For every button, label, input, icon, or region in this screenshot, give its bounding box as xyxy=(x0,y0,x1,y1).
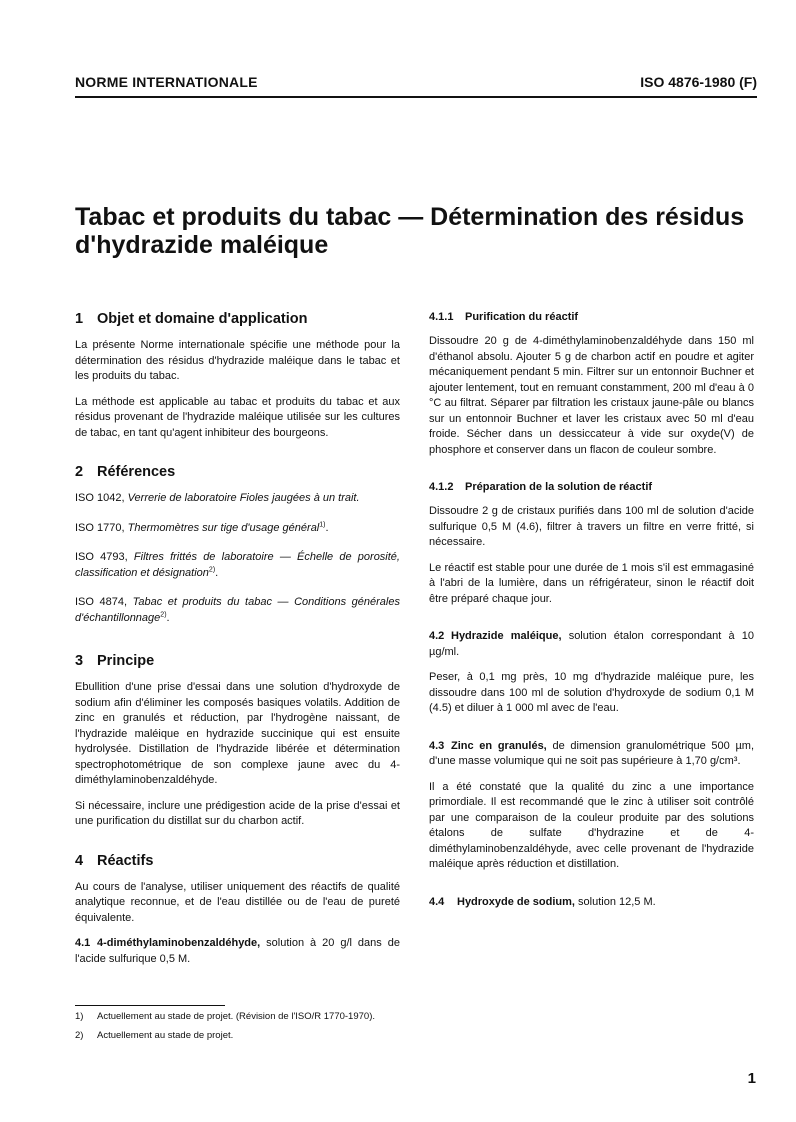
reference-iso-4793: ISO 4793, Filtres frittés de laboratoire — Échelle de porosité, classification et désignation$^{2)}$. xyxy=(75,551,400,579)
section-3-paragraph-1: Ebullition d'une prise d'essai dans une solution d'hydroxyde de sodium afin d'éliminer les composés basiques volatils. Addition de zinc en granulés et réduction, par l'hydrogène naissant, de l'hydrazide maléique en hydrazide succinique qui est ensuite hydrolysée. Distillation de l'hydrazide libérée et détermination spectrophotométrique de son complexe jaune avec du 4-diméthylaminobenzaldéhyde. xyxy=(75,681,400,786)
header-norm-label: NORME INTERNATIONALE xyxy=(75,74,258,90)
section-heading-3: 3 Principe xyxy=(75,653,155,669)
reference-iso-1042: ISO 1042, Verrerie de laboratoire Fioles jaugées à un trait. xyxy=(75,492,360,504)
clause-heading-4-1-2: 4.1.2 Préparation de la solution de réactif xyxy=(429,481,653,493)
clause-4-2-paragraph-2: Peser, à 0,1 mg près, 10 mg d'hydrazide maléique pure, les dissoudre dans 100 ml de solution d'hydroxyde de sodium 0,1 M (4.5) et diluer à 1 000 ml avec de l'eau. xyxy=(429,671,754,714)
footnote-2: 2) Actuellement au stade de projet. xyxy=(75,1030,234,1041)
clause-4-3: 4.3 Zinc en granulés, de dimension granulométrique 500 µm, d'une masse volumique qui ne soit pas supérieure à 1,70 g/cm³. xyxy=(429,739,754,767)
clause-4-1-2-paragraph-1: Dissoudre 2 g de cristaux purifiés dans 100 ml de solution d'acide sulfurique 0,5 M (4.6), filtrer à travers un filtre en verre fritté, si nécessaire. xyxy=(429,505,754,548)
section-1-paragraph-1: La présente Norme internationale spécifie une méthode pour la détermination des résidus d'hydrazide maléique dans le tabac et les produits du tabac. xyxy=(75,339,400,382)
header-rule xyxy=(75,96,757,98)
right-column xyxy=(429,310,754,920)
footnote-rule xyxy=(75,1005,225,1006)
document-title: Tabac et produits du tabac — Détermination des résidus d'hydrazide maléique xyxy=(75,203,745,259)
section-4-paragraph-1: Au cours de l'analyse, utiliser uniquement des réactifs de qualité analytique reconnue, et de l'eau distillée ou de l'eau de pureté équivalente. xyxy=(75,880,400,924)
footnote-1: 1) Actuellement au stade de projet. (Révision de l'ISO/R 1770-1970). xyxy=(75,1011,375,1022)
clause-4-1-2-paragraph-2: Le réactif est stable pour une durée de 1 mois s'il est emmagasiné à l'abri de la lumière, dans un réfrigérateur, sinon le réactif doit être préparé chaque jour. xyxy=(429,561,754,605)
clause-4-2: 4.2 Hydrazide maléique, solution étalon correspondant à 10 µg/ml. xyxy=(429,630,754,658)
clause-4-1-1-paragraph: Dissoudre 20 g de 4-diméthylaminobenzaldéhyde dans 150 ml d'éthanol absolu. Ajouter 5 g de charbon actif en poudre et agiter mécaniquement pendant 5 min. Filtrer sur un entonnoir Buchner et ajouter lentement, tout en remuant constamment, 200 ml d'eau à 0 °C au filtrat. Séparer par filtration les cristaux jaune-pâle ou blancs sur un entonnoir Buchner et laver les cristaux avec 50 ml d'eau froide. Sécher dans un dessiccateur à vide sur oxyde(V) de phosphore et conserver dans un flacon de couleur sombre. xyxy=(429,335,754,456)
section-1-paragraph-2: La méthode est applicable au tabac et produits du tabac et aux résidus provenant de l'hydrazide maléique utilisée sur les cultures de tabac, en tant qu'agent inhibiteur des bourgeons. xyxy=(75,395,400,439)
clause-4-3-paragraph-2: Il a été constaté que la qualité du zinc a une importance primordiale. Il est recommandé que le zinc à utiliser soit contrôlé par une comparaison de la couleur produite par des solutions étalons de sulfate d'hydrazine et de 4-diméthylaminobenzaldéhyde, avec celle provenant de l'hydrazide maléique après réduction et distillation. xyxy=(429,780,754,870)
reference-iso-4874: ISO 4874, Tabac et produits du tabac — Conditions générales d'échantillonnage$^{2)}$. xyxy=(75,596,400,624)
clause-heading-4-1-1: 4.1.1 Purification du réactif xyxy=(429,311,579,323)
reference-iso-1770: ISO 1770, Thermomètres sur tige d'usage général$^{1)}$. xyxy=(75,520,329,534)
page-header xyxy=(75,72,757,94)
section-heading-2: 2 Références xyxy=(75,464,176,480)
section-heading-4: 4 Réactifs xyxy=(75,852,154,869)
left-column xyxy=(75,310,400,977)
header-standard-number: ISO 4876-1980 (F) xyxy=(640,74,757,90)
page-number: 1 xyxy=(747,1070,756,1087)
clause-4-4: 4.4 Hydroxyde de sodium, solution 12,5 M. xyxy=(429,895,656,908)
clause-4-1: 4.1 4-diméthylaminobenzaldéhyde, solution à 20 g/l dans de l'acide sulfurique 0,5 M. xyxy=(75,937,400,965)
section-3-paragraph-2: Si nécessaire, inclure une prédigestion acide de la prise d'essai et une purification du distillat sur du charbon actif. xyxy=(75,799,400,827)
section-heading-1: 1 Objet et domaine d'application xyxy=(75,311,308,327)
